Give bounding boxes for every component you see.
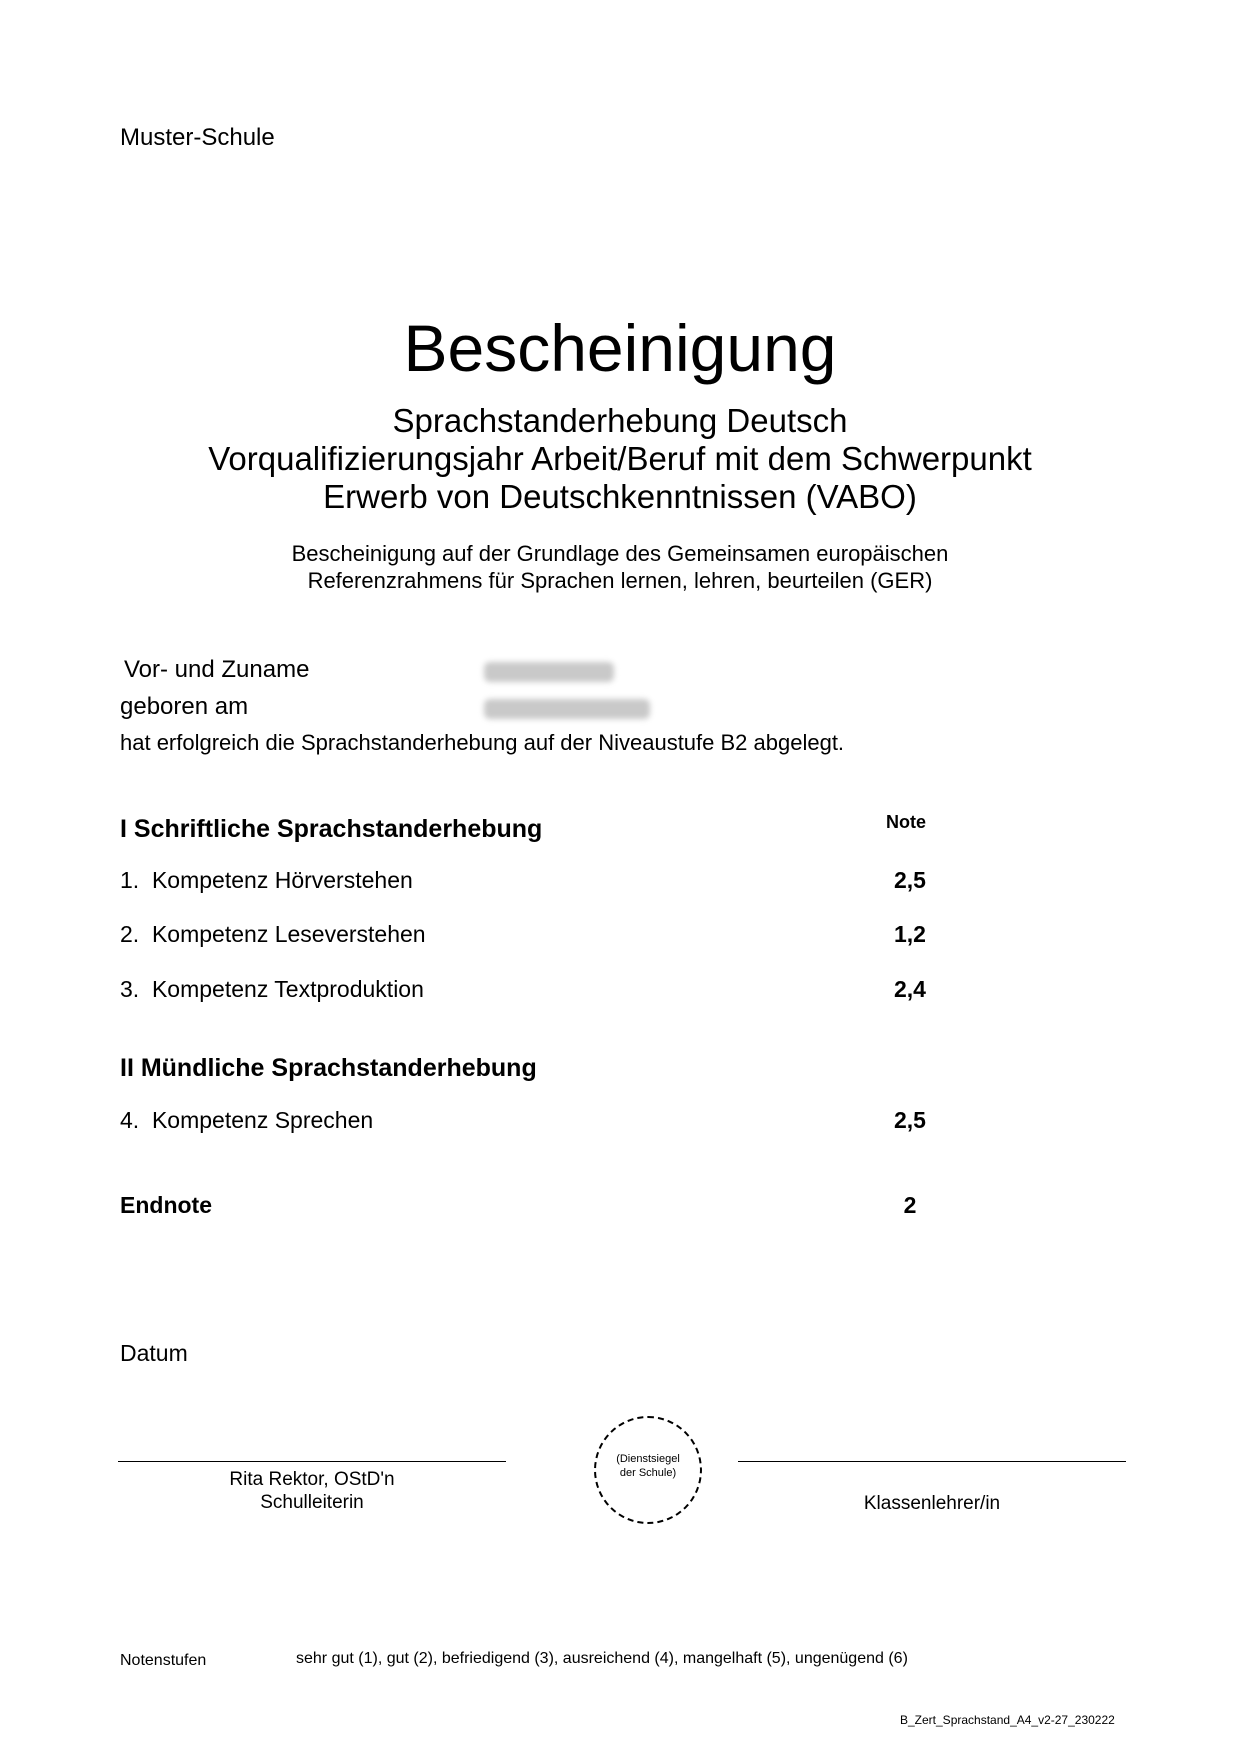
oral-section-title: II Mündliche Sprachstanderhebung bbox=[120, 1054, 537, 1082]
teacher-signature-line bbox=[738, 1461, 1126, 1462]
competence-label: Kompetenz Textproduktion bbox=[151, 976, 424, 1002]
final-grade-label: Endnote bbox=[120, 1192, 212, 1218]
date-label: Datum bbox=[120, 1340, 188, 1366]
competence-grade: 1,2 bbox=[894, 921, 926, 947]
final-grade-value: 2 bbox=[903, 1192, 917, 1218]
school-seal bbox=[594, 1416, 702, 1524]
competence-number: 4. bbox=[120, 1107, 140, 1133]
teacher-role: Klassenlehrer/in bbox=[863, 1493, 1001, 1514]
document-title: Bescheinigung bbox=[403, 311, 837, 385]
principal-name: Rita Rektor, OStD'n bbox=[229, 1469, 395, 1490]
birth-label: geboren am bbox=[120, 693, 249, 720]
principal-signature-line bbox=[118, 1461, 506, 1462]
basis-line-1: Bescheinigung auf der Grundlage des Gemeinsamen europäischen bbox=[291, 541, 949, 566]
seal-line-1: (Dienstsiegel bbox=[616, 1453, 680, 1465]
competence-grade: 2,5 bbox=[894, 1107, 926, 1133]
school-name: Muster-Schule bbox=[120, 124, 275, 151]
document-subtitle bbox=[0, 402, 1240, 516]
competence-grade: 2,4 bbox=[894, 976, 926, 1002]
grading-scale-text: sehr gut (1), gut (2), befriedigend (3), ausreichend (4), mangelhaft (5), ungenügend (6) bbox=[296, 1650, 908, 1667]
subtitle-line-3: Erwerb von Deutschkenntnissen (VABO) bbox=[323, 478, 917, 515]
competence-grade: 2,5 bbox=[894, 867, 926, 893]
subtitle-line-1: Sprachstanderhebung Deutsch bbox=[392, 402, 848, 439]
competence-row bbox=[120, 976, 424, 1003]
competence-number: 3. bbox=[120, 976, 140, 1002]
competence-number: 2. bbox=[120, 921, 140, 947]
ger-basis-note bbox=[0, 540, 1240, 594]
birth-value-redacted bbox=[484, 699, 650, 719]
seal-text bbox=[596, 1452, 700, 1480]
competence-number: 1. bbox=[120, 867, 140, 893]
name-value-redacted bbox=[484, 662, 614, 682]
competence-label: Kompetenz Sprechen bbox=[151, 1107, 374, 1133]
competence-row bbox=[120, 867, 413, 894]
competence-row bbox=[120, 921, 426, 948]
written-section-title: I Schriftliche Sprachstanderhebung bbox=[120, 815, 543, 843]
competence-label: Kompetenz Hörverstehen bbox=[151, 867, 413, 893]
result-statement: hat erfolgreich die Sprachstanderhebung auf der Niveaustufe B2 abgelegt. bbox=[120, 730, 845, 755]
name-label: Vor- und Zuname bbox=[124, 656, 310, 683]
document-id: B_Zert_Sprachstand_A4_v2-27_230222 bbox=[900, 1713, 1115, 1727]
basis-line-2: Referenzrahmens für Sprachen lernen, lehren, beurteilen (GER) bbox=[307, 568, 933, 593]
grade-column-header: Note bbox=[886, 812, 926, 832]
principal-signature-block bbox=[118, 1468, 506, 1514]
seal-line-2: der Schule) bbox=[619, 1467, 677, 1479]
subtitle-line-2: Vorqualifizierungsjahr Arbeit/Beruf mit dem Schwerpunkt bbox=[208, 440, 1032, 477]
competence-label: Kompetenz Leseverstehen bbox=[151, 921, 426, 947]
competence-row bbox=[120, 1107, 373, 1134]
principal-role: Schulleiterin bbox=[260, 1492, 364, 1513]
grading-scale-label: Notenstufen bbox=[120, 1652, 207, 1669]
